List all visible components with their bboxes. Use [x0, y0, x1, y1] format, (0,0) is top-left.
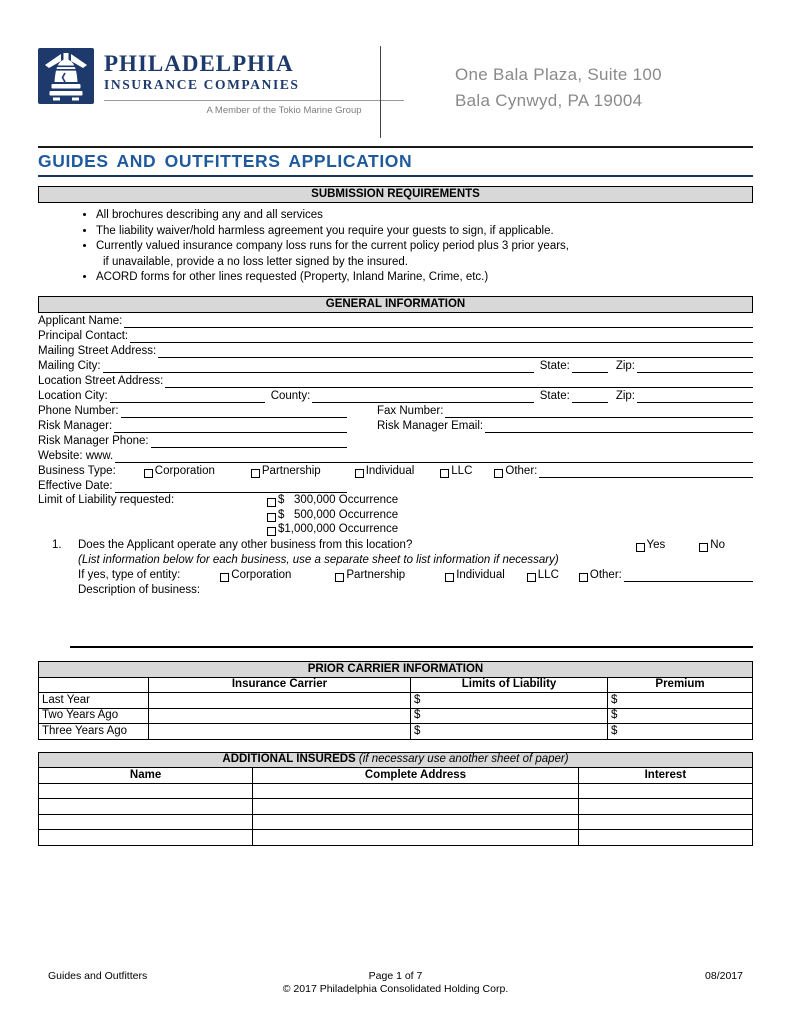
location-city-input[interactable]: [110, 390, 265, 403]
row-label: Three Years Ago: [39, 724, 149, 740]
business-type-row: [38, 463, 753, 478]
checkbox-entity-individual[interactable]: [445, 573, 454, 582]
mailing-street-row: [38, 343, 753, 358]
website-row: [38, 448, 753, 463]
additional-insureds-header: ADDITIONAL INSUREDS (if necessary use another sheet of paper): [39, 752, 753, 768]
checkbox-entity-corporation[interactable]: [220, 573, 229, 582]
option-label: LLC: [451, 464, 473, 477]
mailing-city-input[interactable]: [103, 360, 534, 373]
name-cell[interactable]: [39, 783, 253, 799]
prior-carrier-table: [38, 661, 753, 740]
mailing-zip-label: Zip:: [615, 359, 635, 372]
interest-cell[interactable]: [578, 799, 752, 815]
mailing-state-input[interactable]: [572, 360, 608, 373]
column-header: Premium: [608, 677, 753, 693]
risk-manager-label: Risk Manager:: [38, 419, 113, 432]
option-label: Corporation: [231, 569, 292, 581]
name-cell[interactable]: [39, 830, 253, 846]
phone-label: Phone Number:: [38, 404, 119, 417]
question-1-row: [38, 537, 753, 552]
location-zip-label: Zip:: [615, 389, 635, 402]
mailing-city-label: Mailing City:: [38, 359, 101, 372]
general-information-header: GENERAL INFORMATION: [38, 296, 753, 313]
limits-cell[interactable]: $: [410, 724, 607, 740]
risk-manager-phone-row: [38, 433, 753, 448]
effective-date-label: Effective Date:: [38, 479, 113, 492]
logo-tagline: A Member of the Tokio Marine Group: [206, 105, 362, 116]
option-label: Corporation: [154, 464, 215, 477]
phone-input[interactable]: [121, 405, 347, 418]
website-input[interactable]: [115, 450, 753, 463]
limits-cell[interactable]: $: [410, 693, 607, 709]
premium-cell[interactable]: $: [608, 708, 753, 724]
location-city-label: Location City:: [38, 389, 108, 402]
column-header: Name: [39, 768, 253, 784]
mailing-zip-input[interactable]: [637, 360, 753, 373]
applicant-name-row: [38, 313, 753, 328]
additional-insureds-table: [38, 752, 753, 846]
interest-cell[interactable]: [578, 814, 752, 830]
footer-page-number: Page 1 of 7: [368, 970, 423, 982]
entity-other-input[interactable]: [624, 569, 753, 582]
location-zip-input[interactable]: [637, 390, 753, 403]
business-type-other-input[interactable]: [539, 465, 753, 478]
question-1-text: Does the Applicant operate any other business from this location?: [78, 539, 413, 551]
name-cell[interactable]: [39, 814, 253, 830]
checkbox-no[interactable]: [699, 543, 708, 552]
principal-contact-row: [38, 328, 753, 343]
risk-manager-phone-input[interactable]: [151, 435, 347, 448]
column-header: [39, 677, 149, 693]
page-footer: [48, 970, 743, 996]
location-street-input[interactable]: [165, 375, 753, 388]
limit-option-label: $ 500,000 Occurrence: [278, 508, 399, 521]
description-label: Description of business:: [78, 584, 201, 596]
option-label: Partnership: [261, 464, 321, 477]
list-item: • The liability waiver/hold harmless agreement you require your guests to sign, if applicable.: [96, 224, 753, 240]
question-number: 1.: [52, 539, 62, 551]
address-cell[interactable]: [253, 814, 579, 830]
description-input-line[interactable]: [70, 646, 753, 648]
limit-option-label: $ 300,000 Occurrence: [278, 494, 399, 506]
fax-label: Fax Number:: [377, 404, 444, 417]
applicant-name-label: Applicant Name:: [38, 314, 123, 327]
title-rule: [38, 175, 753, 177]
submission-requirements-list: [38, 208, 753, 286]
checkbox-partnership[interactable]: [251, 469, 260, 478]
location-state-label: State:: [539, 389, 570, 402]
carrier-cell[interactable]: [148, 724, 410, 740]
prior-carrier-header: PRIOR CARRIER INFORMATION: [39, 662, 753, 678]
mailing-street-input[interactable]: [158, 345, 753, 358]
checkbox-limit-1000000[interactable]: [267, 527, 276, 536]
list-item: • ACORD forms for other lines requested (Property, Inland Marine, Crime, etc.): [96, 270, 753, 286]
row-label: Two Years Ago: [39, 708, 149, 724]
interest-cell[interactable]: [578, 830, 752, 846]
header: [38, 46, 753, 140]
description-row: [78, 582, 753, 597]
row-label: Last Year: [39, 693, 149, 709]
carrier-cell[interactable]: [148, 708, 410, 724]
name-cell[interactable]: [39, 799, 253, 815]
risk-manager-row: [38, 418, 753, 433]
location-street-row: [38, 373, 753, 388]
option-label: Other:: [505, 464, 538, 477]
table-row: [39, 814, 753, 830]
checkbox-llc[interactable]: [440, 469, 449, 478]
limit-of-liability-row: [38, 507, 753, 522]
option-label: Other:: [589, 569, 622, 581]
address-cell[interactable]: [253, 830, 579, 846]
yes-label: Yes: [646, 539, 666, 551]
checkbox-corporation[interactable]: [144, 469, 153, 478]
principal-contact-label: Principal Contact:: [38, 329, 129, 342]
checkbox-individual[interactable]: [355, 469, 364, 478]
table-row: [39, 783, 753, 799]
address-cell[interactable]: [253, 799, 579, 815]
website-label: Website: www.: [38, 449, 114, 462]
table-row: [39, 799, 753, 815]
checkbox-yes[interactable]: [636, 543, 645, 552]
mailing-state-label: State:: [539, 359, 570, 372]
county-input[interactable]: [312, 390, 533, 403]
phone-fax-row: [38, 403, 753, 418]
risk-manager-email-input[interactable]: [485, 420, 753, 433]
effective-date-row: [38, 478, 753, 493]
location-state-input[interactable]: [572, 390, 608, 403]
header-rule: [38, 146, 753, 148]
table-row: [39, 708, 753, 724]
table-row: [39, 693, 753, 709]
address-line-1: One Bala Plaza, Suite 100: [455, 65, 662, 84]
mailing-street-label: Mailing Street Address:: [38, 344, 157, 357]
address-line-2: Bala Cynwyd, PA 19004: [455, 91, 643, 110]
page-title: GUIDES AND OUTFITTERS APPLICATION: [38, 151, 413, 171]
company-name-2: INSURANCE COMPANIES: [104, 77, 300, 92]
submission-requirements-header: SUBMISSION REQUIREMENTS: [38, 186, 753, 203]
limit-of-liability-row: [38, 522, 753, 537]
limit-option-label: $1,000,000 Occurrence: [278, 523, 399, 535]
limit-of-liability-row: [38, 493, 753, 508]
footer-copyright: © 2017 Philadelphia Consolidated Holding Corp.: [282, 983, 509, 995]
checkbox-limit-300000[interactable]: [267, 498, 276, 507]
question-1-note: (List information below for each business, use a separate sheet to list information if necessary): [78, 554, 559, 566]
company-logo: [38, 46, 362, 140]
checkbox-entity-llc[interactable]: [527, 573, 536, 582]
fax-input[interactable]: [445, 405, 753, 418]
logo-divider: [104, 100, 404, 101]
principal-contact-input[interactable]: [130, 330, 753, 343]
risk-manager-input[interactable]: [114, 420, 347, 433]
column-header: Insurance Carrier: [148, 677, 410, 693]
footer-form-name: Guides and Outfitters: [48, 970, 148, 982]
checkbox-other[interactable]: [494, 469, 503, 478]
mailing-city-row: [38, 358, 753, 373]
option-label: LLC: [537, 569, 559, 581]
checkbox-limit-500000[interactable]: [267, 513, 276, 522]
address-cell[interactable]: [253, 783, 579, 799]
limit-label: Limit of Liability requested:: [38, 494, 175, 506]
liberty-bell-icon: [38, 48, 94, 104]
entity-type-row: [78, 567, 753, 582]
column-header: Complete Address: [253, 768, 579, 784]
county-label: County:: [270, 389, 311, 402]
carrier-cell[interactable]: [148, 693, 410, 709]
risk-manager-email-label: Risk Manager Email:: [377, 419, 484, 432]
location-city-row: [38, 388, 753, 403]
checkbox-entity-partnership[interactable]: [335, 573, 344, 582]
business-type-label: Business Type:: [38, 464, 116, 477]
company-address: [381, 46, 662, 140]
checkbox-entity-other[interactable]: [579, 573, 588, 582]
list-item: • All brochures describing any and all services: [96, 208, 753, 224]
list-item: • Currently valued insurance company loss runs for the current policy period plus 3 prior years, if unavailable, provide a no loss letter signed by the insured.: [96, 239, 753, 270]
location-street-label: Location Street Address:: [38, 374, 164, 387]
column-header: Interest: [578, 768, 752, 784]
limits-cell[interactable]: $: [410, 708, 607, 724]
option-label: Individual: [456, 569, 505, 581]
no-label: No: [710, 539, 725, 551]
applicant-name-input[interactable]: [124, 315, 753, 328]
option-label: Individual: [365, 464, 415, 477]
risk-manager-phone-label: Risk Manager Phone:: [38, 434, 149, 447]
premium-cell[interactable]: $: [608, 693, 753, 709]
premium-cell[interactable]: $: [608, 724, 753, 740]
effective-date-input[interactable]: [115, 480, 347, 493]
company-name: PHILADELPHIA: [104, 51, 294, 76]
table-row: [39, 724, 753, 740]
option-label: Partnership: [346, 569, 406, 581]
column-header: Limits of Liability: [410, 677, 607, 693]
table-row: [39, 830, 753, 846]
footer-date: 08/2017: [705, 970, 743, 982]
entity-type-label: If yes, type of entity:: [78, 569, 181, 581]
interest-cell[interactable]: [578, 783, 752, 799]
